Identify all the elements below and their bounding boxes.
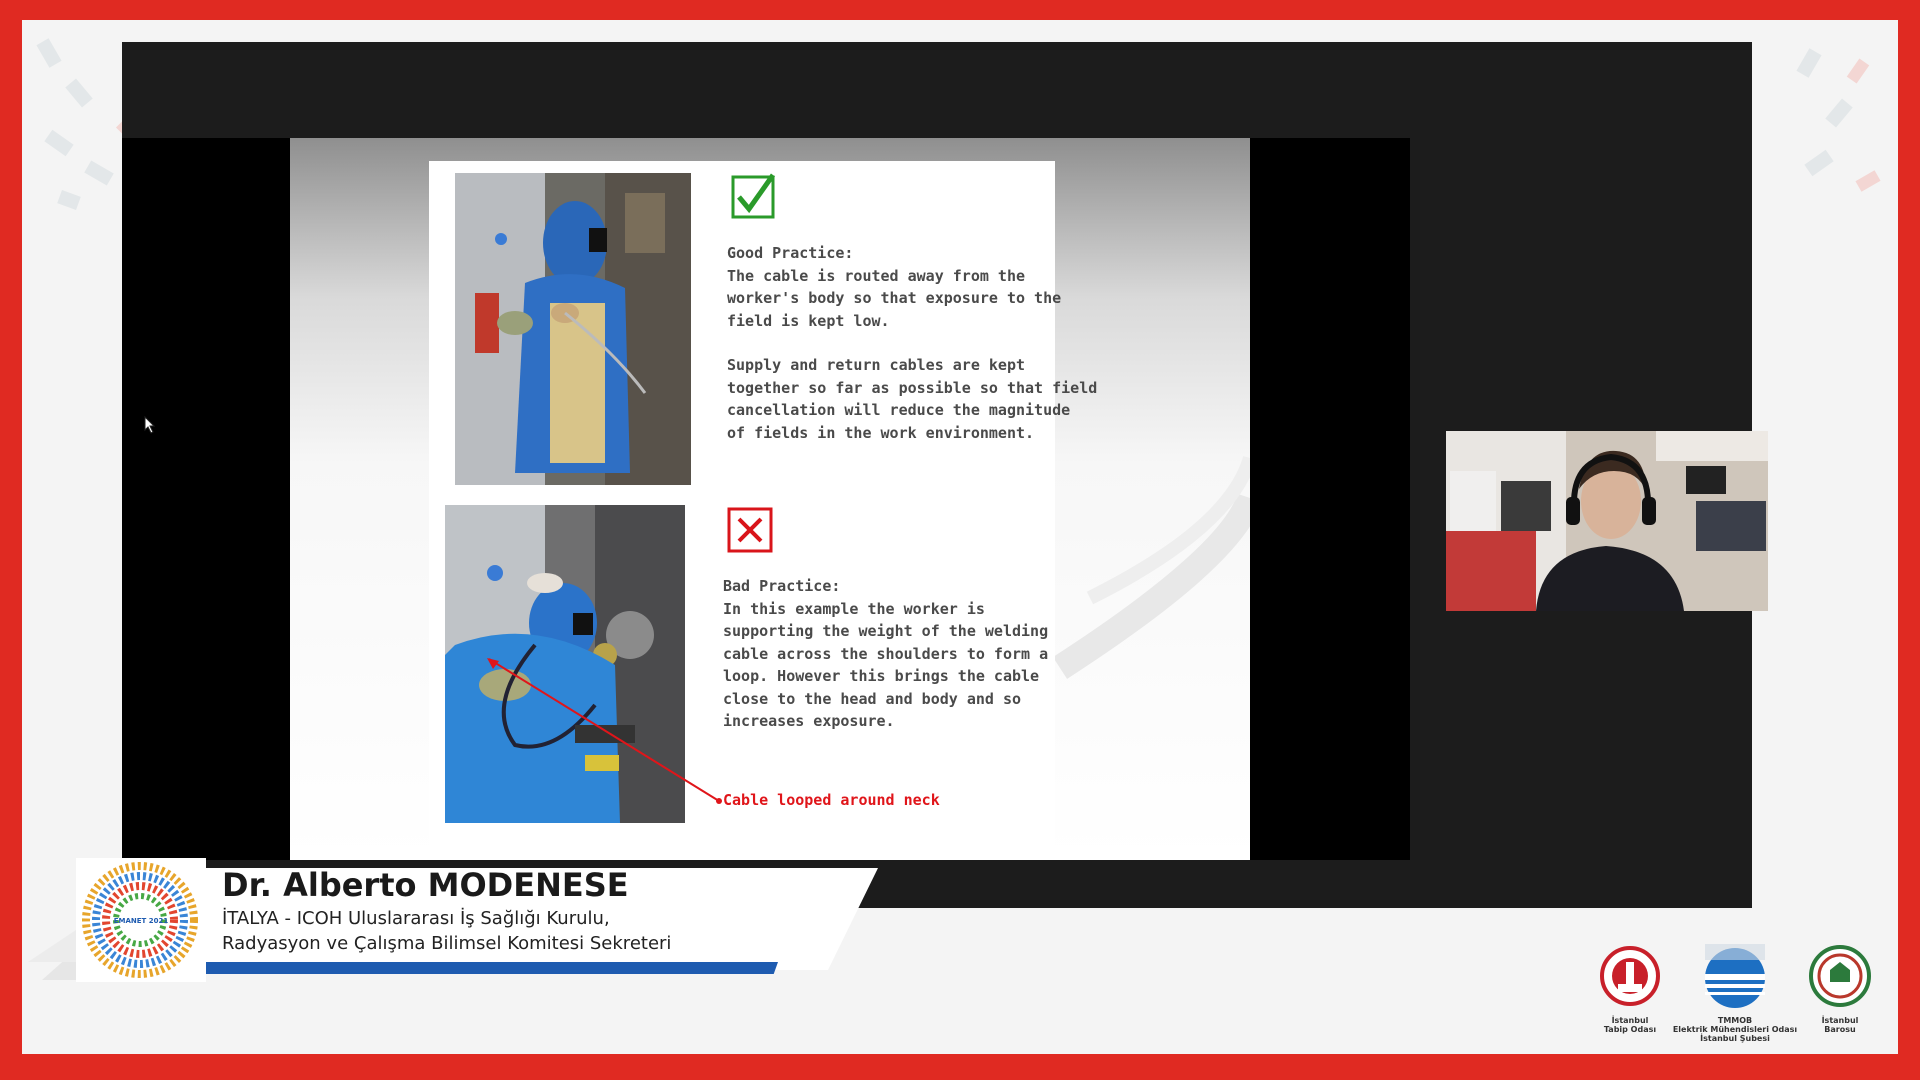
speaker-affiliation-line1: İTALYA - ICOH Uluslararası İş Sağlığı Kurulu, xyxy=(222,908,610,929)
good-line: worker's body so that exposure to the xyxy=(727,289,1062,307)
bad-line: cable across the shoulders to form a xyxy=(723,644,1049,663)
sponsor-logo-baro xyxy=(1800,944,1880,1034)
tmmob-emo-logo-icon xyxy=(1700,944,1770,1014)
good-practice-heading: Good Practice: xyxy=(727,244,854,262)
speaker-name: Dr. Alberto MODENESE xyxy=(222,866,629,904)
good-line: together so far as possible so that field xyxy=(727,378,1098,397)
sponsor-name-line: TMMOB xyxy=(1717,1016,1753,1025)
bad-line: increases exposure. xyxy=(723,712,895,730)
sponsor-name-line: Barosu xyxy=(1824,1025,1856,1034)
bad-line: loop. However this brings the cable xyxy=(723,667,1040,685)
speaker-affiliation-line2: Radyasyon ve Çalışma Bilimsel Komitesi Sekreteri xyxy=(222,933,672,954)
slide-content-card xyxy=(429,161,1098,851)
sponsor-name-line: İstanbul Şubesi xyxy=(1700,1034,1770,1043)
sponsor-name-line: İstanbul xyxy=(1821,1016,1859,1025)
good-line: cancellation will reduce the magnitude xyxy=(727,401,1071,419)
sponsor-logos xyxy=(1590,944,1890,1068)
istanbul-barosu-logo-icon xyxy=(1808,944,1872,1014)
presentation-slide xyxy=(290,138,1250,860)
cable-annotation-label: Cable looped around neck xyxy=(723,791,940,809)
annotation-arrow xyxy=(429,161,1055,851)
good-line: Supply and return cables are kept xyxy=(727,356,1026,374)
sponsor-name-line: İstanbul xyxy=(1611,1016,1649,1025)
good-line: of fields in the work environment. xyxy=(727,423,1035,442)
sponsor-name-line: Tabip Odası xyxy=(1603,1025,1657,1034)
sponsor-logo-tmmob xyxy=(1670,944,1800,1043)
lower-third xyxy=(28,862,878,986)
bad-line: In this example the worker is xyxy=(723,599,985,618)
slide-background-arc xyxy=(1030,438,1250,698)
mouse-cursor-icon xyxy=(144,416,156,434)
tabip-odasi-logo-icon xyxy=(1600,944,1660,1014)
bad-practice-heading: Bad Practice: xyxy=(723,577,841,595)
video-stage xyxy=(122,42,1752,908)
sponsor-name-line: Elektrik Mühendisleri Odası xyxy=(1672,1025,1798,1034)
event-badge-text: EMANET 2021 xyxy=(113,917,169,925)
event-logo xyxy=(76,858,206,982)
speaker-webcam xyxy=(1446,431,1768,611)
good-line: field is kept low. xyxy=(727,311,890,330)
bad-line: close to the head and body and so xyxy=(723,689,1022,708)
sponsor-logo-tabip xyxy=(1590,944,1670,1034)
bad-line: supporting the weight of the welding xyxy=(723,622,1049,640)
good-line: The cable is routed away from the xyxy=(727,266,1026,285)
